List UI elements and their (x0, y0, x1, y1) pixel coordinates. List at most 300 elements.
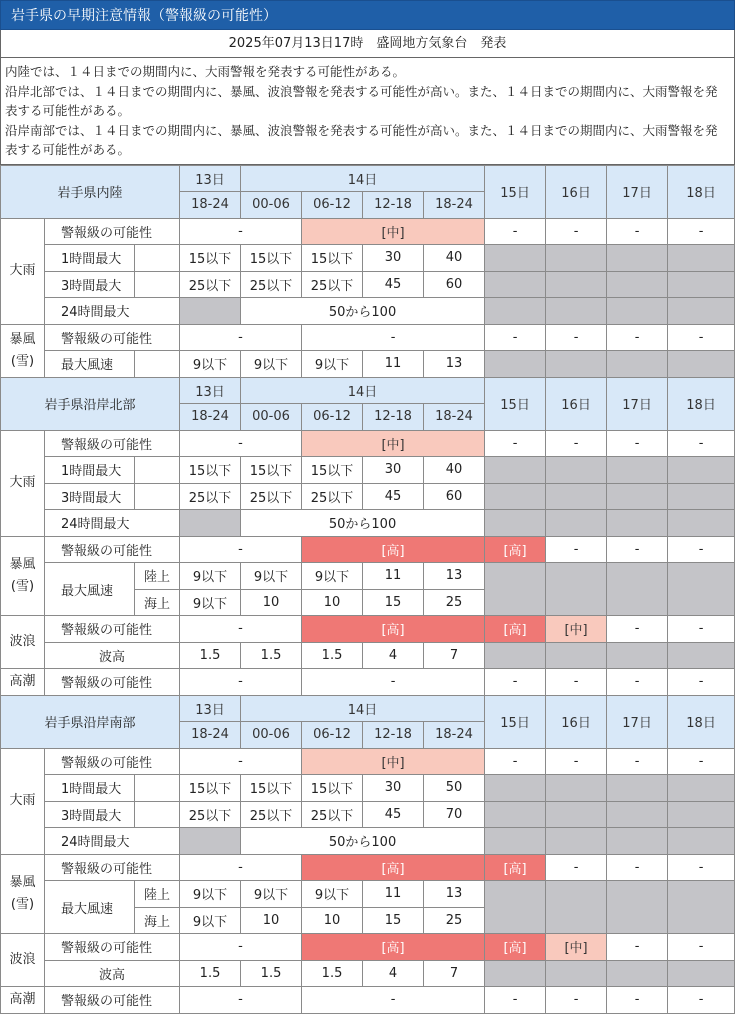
cell-value: 25以下 (180, 271, 241, 298)
cell-value: 40 (424, 245, 485, 272)
time-header: 18-24 (424, 404, 485, 431)
cell-possibility: - (546, 987, 607, 1014)
date-header: 15日 (485, 165, 546, 218)
cell-value: 1.5 (302, 960, 363, 987)
cell-possibility: - (668, 218, 735, 245)
cell-value: 25以下 (180, 483, 241, 510)
element-waves: 波浪 (1, 616, 45, 669)
table-row (1, 669, 735, 696)
date-header: 14日 (241, 695, 485, 722)
gray-cell (485, 483, 546, 510)
cell-value: 7 (424, 960, 485, 987)
table-row (1, 828, 735, 855)
cell-possibility: - (668, 324, 735, 351)
gray-cell (546, 563, 607, 616)
row-label: 警報級の可能性 (45, 616, 180, 643)
gray-cell (546, 642, 607, 669)
cell-possibility: - (607, 987, 668, 1014)
cell-possibility-mid: [中] (302, 748, 485, 775)
cell-possibility-mid: [中] (302, 430, 485, 457)
cell-value: 1.5 (180, 642, 241, 669)
gray-cell (546, 457, 607, 484)
cell-value: 50から100 (241, 828, 485, 855)
gray-cell (607, 271, 668, 298)
gray-cell (607, 642, 668, 669)
date-header: 13日 (180, 165, 241, 192)
cell-possibility: - (668, 616, 735, 643)
cell-possibility: - (668, 934, 735, 961)
row-label: 警報級の可能性 (45, 536, 180, 563)
row-label: 最大風速 (45, 563, 135, 616)
cell-value: 15 (363, 589, 424, 616)
gray-cell (668, 881, 735, 934)
gray-cell (668, 960, 735, 987)
empty-cell (135, 271, 180, 298)
row-label: 波高 (45, 960, 180, 987)
cell-value: 15以下 (180, 775, 241, 802)
gray-cell (607, 351, 668, 378)
cell-value: 25以下 (241, 801, 302, 828)
cell-possibility: - (607, 934, 668, 961)
table-row (1, 377, 735, 404)
table-row (1, 245, 735, 272)
time-header: 00-06 (241, 722, 302, 749)
cell-value: 1.5 (180, 960, 241, 987)
date-header: 15日 (485, 377, 546, 430)
cell-possibility: - (546, 854, 607, 881)
storm-label: 暴風 (9, 874, 36, 890)
cell-value: 11 (363, 351, 424, 378)
table-row (1, 642, 735, 669)
cell-value: 13 (424, 351, 485, 378)
cell-possibility-high: [高] (485, 536, 546, 563)
gray-cell (485, 563, 546, 616)
table-row (1, 616, 735, 643)
gray-cell (607, 881, 668, 934)
row-label: 24時間最大 (45, 298, 180, 325)
date-header: 13日 (180, 377, 241, 404)
warning-table (0, 165, 735, 1014)
cell-value: 15以下 (180, 245, 241, 272)
row-label: 1時間最大 (45, 775, 135, 802)
element-heavy-rain: 大雨 (1, 430, 45, 536)
cell-possibility: - (668, 987, 735, 1014)
gray-cell (485, 960, 546, 987)
cell-possibility-mid: [中] (546, 616, 607, 643)
sub-label-land: 陸上 (135, 881, 180, 908)
cell-possibility: - (607, 536, 668, 563)
element-waves: 波浪 (1, 934, 45, 987)
date-header: 17日 (607, 377, 668, 430)
cell-value: 1.5 (241, 642, 302, 669)
notes (0, 58, 735, 165)
sub-label-land: 陸上 (135, 563, 180, 590)
table-row (1, 854, 735, 881)
cell-possibility: - (546, 324, 607, 351)
date-header: 16日 (546, 165, 607, 218)
cell-value: 9以下 (180, 351, 241, 378)
empty-cell (135, 775, 180, 802)
gray-cell (607, 828, 668, 855)
cell-value: 15以下 (241, 245, 302, 272)
cell-value: 15 (363, 907, 424, 934)
cell-possibility: - (302, 324, 485, 351)
row-label: 警報級の可能性 (45, 934, 180, 961)
cell-value: 9以下 (180, 589, 241, 616)
cell-possibility: - (668, 748, 735, 775)
gray-cell (485, 828, 546, 855)
cell-possibility: - (180, 536, 302, 563)
gray-cell (485, 271, 546, 298)
row-label: 警報級の可能性 (45, 430, 180, 457)
date-header: 17日 (607, 165, 668, 218)
gray-cell (607, 563, 668, 616)
gray-cell (668, 563, 735, 616)
cell-value: 10 (241, 589, 302, 616)
row-label: 24時間最大 (45, 828, 180, 855)
element-heavy-rain: 大雨 (1, 218, 45, 324)
cell-possibility-mid: [中] (302, 218, 485, 245)
table-row (1, 510, 735, 537)
cell-possibility: - (546, 536, 607, 563)
cell-value: 50 (424, 775, 485, 802)
cell-value: 13 (424, 563, 485, 590)
cell-possibility: - (180, 854, 302, 881)
gray-cell (607, 775, 668, 802)
row-label: 波高 (45, 642, 180, 669)
cell-value: 60 (424, 483, 485, 510)
row-label: 3時間最大 (45, 271, 135, 298)
cell-possibility-high: [高] (302, 616, 485, 643)
date-header: 18日 (668, 165, 735, 218)
time-header: 06-12 (302, 404, 363, 431)
gray-cell (668, 245, 735, 272)
cell-value: 25以下 (180, 801, 241, 828)
cell-possibility: - (668, 430, 735, 457)
snow-label: (雪) (10, 353, 35, 369)
cell-value: 15以下 (241, 457, 302, 484)
cell-value: 40 (424, 457, 485, 484)
time-header: 18-24 (424, 192, 485, 219)
row-label: 3時間最大 (45, 483, 135, 510)
cell-value: 25以下 (241, 483, 302, 510)
gray-cell (546, 245, 607, 272)
note-north: 沿岸北部では、１４日までの期間内に、暴風、波浪警報を発表する可能性が高い。また、１４日までの期間内に、大雨警報を発表する可能性がある。 (5, 83, 718, 118)
time-header: 06-12 (302, 192, 363, 219)
sub-label-sea: 海上 (135, 589, 180, 616)
table-row (1, 324, 735, 351)
storm-label: 暴風 (9, 331, 36, 347)
storm-label: 暴風 (9, 556, 36, 572)
note-south: 沿岸南部では、１４日までの期間内に、暴風、波浪警報を発表する可能性が高い。また、１４日までの期間内に、大雨警報を発表する可能性がある。 (5, 122, 718, 157)
row-label: 警報級の可能性 (45, 854, 180, 881)
cell-possibility: - (485, 324, 546, 351)
element-storm (1, 536, 45, 616)
cell-value: 30 (363, 245, 424, 272)
cell-possibility: - (607, 324, 668, 351)
cell-possibility: - (180, 934, 302, 961)
gray-cell (546, 271, 607, 298)
area-name: 岩手県沿岸北部 (1, 377, 180, 430)
cell-possibility: - (668, 536, 735, 563)
gray-cell (485, 351, 546, 378)
cell-possibility: - (180, 430, 302, 457)
gray-cell (180, 298, 241, 325)
gray-cell (180, 510, 241, 537)
cell-value: 25 (424, 907, 485, 934)
gray-cell (485, 298, 546, 325)
gray-cell (546, 775, 607, 802)
row-label: 最大風速 (45, 881, 135, 934)
gray-cell (668, 775, 735, 802)
time-header: 12-18 (363, 722, 424, 749)
cell-value: 15以下 (302, 245, 363, 272)
row-label: 1時間最大 (45, 245, 135, 272)
time-header: 06-12 (302, 722, 363, 749)
cell-possibility: - (607, 669, 668, 696)
table-row (1, 351, 735, 378)
date-header: 16日 (546, 695, 607, 748)
table-row (1, 298, 735, 325)
element-storm (1, 854, 45, 934)
time-header: 12-18 (363, 404, 424, 431)
gray-cell (485, 457, 546, 484)
gray-cell (485, 775, 546, 802)
empty-cell (135, 245, 180, 272)
date-header: 14日 (241, 377, 485, 404)
gray-cell (607, 960, 668, 987)
table-row (1, 934, 735, 961)
cell-value: 11 (363, 881, 424, 908)
gray-cell (607, 245, 668, 272)
cell-value: 11 (363, 563, 424, 590)
cell-possibility: - (607, 854, 668, 881)
cell-possibility: - (607, 430, 668, 457)
gray-cell (485, 881, 546, 934)
cell-value: 9以下 (180, 563, 241, 590)
time-header: 18-24 (180, 722, 241, 749)
row-label: 1時間最大 (45, 457, 135, 484)
cell-value: 7 (424, 642, 485, 669)
time-header: 00-06 (241, 192, 302, 219)
cell-value: 9以下 (302, 881, 363, 908)
cell-value: 15以下 (302, 775, 363, 802)
row-label: 警報級の可能性 (45, 218, 180, 245)
row-label: 最大風速 (45, 351, 135, 378)
cell-value: 9以下 (180, 881, 241, 908)
gray-cell (607, 298, 668, 325)
gray-cell (607, 483, 668, 510)
table-row (1, 218, 735, 245)
element-tide: 高潮 (1, 987, 45, 1014)
gray-cell (485, 510, 546, 537)
cell-possibility: - (668, 854, 735, 881)
cell-value: 9以下 (241, 563, 302, 590)
snow-label: (雪) (10, 578, 35, 594)
area-name: 岩手県沿岸南部 (1, 695, 180, 748)
empty-cell (135, 351, 180, 378)
cell-possibility: - (607, 616, 668, 643)
cell-possibility: - (180, 324, 302, 351)
gray-cell (668, 298, 735, 325)
date-header: 18日 (668, 695, 735, 748)
gray-cell (180, 828, 241, 855)
cell-possibility-high: [高] (302, 934, 485, 961)
empty-cell (135, 457, 180, 484)
gray-cell (668, 510, 735, 537)
cell-possibility: - (485, 218, 546, 245)
time-header: 18-24 (180, 404, 241, 431)
time-header: 00-06 (241, 404, 302, 431)
cell-possibility-high: [高] (302, 854, 485, 881)
element-heavy-rain: 大雨 (1, 748, 45, 854)
gray-cell (668, 483, 735, 510)
cell-value: 25以下 (302, 801, 363, 828)
cell-possibility: - (607, 218, 668, 245)
cell-value: 15以下 (180, 457, 241, 484)
cell-possibility: - (485, 987, 546, 1014)
page-title: 岩手県の早期注意情報（警報級の可能性） (0, 0, 735, 30)
table-row (1, 536, 735, 563)
cell-value: 50から100 (241, 298, 485, 325)
table-row (1, 271, 735, 298)
element-storm (1, 324, 45, 377)
area-name: 岩手県内陸 (1, 165, 180, 218)
table-row (1, 881, 735, 908)
row-label: 3時間最大 (45, 801, 135, 828)
cell-possibility: - (607, 748, 668, 775)
gray-cell (607, 801, 668, 828)
gray-cell (546, 960, 607, 987)
table-row (1, 801, 735, 828)
cell-possibility: - (180, 987, 302, 1014)
cell-possibility: - (546, 669, 607, 696)
gray-cell (607, 510, 668, 537)
row-label: 24時間最大 (45, 510, 180, 537)
cell-value: 45 (363, 801, 424, 828)
cell-value: 45 (363, 271, 424, 298)
gray-cell (485, 801, 546, 828)
gray-cell (546, 510, 607, 537)
date-header: 17日 (607, 695, 668, 748)
table-row (1, 987, 735, 1014)
date-header: 13日 (180, 695, 241, 722)
date-header: 16日 (546, 377, 607, 430)
cell-value: 60 (424, 271, 485, 298)
cell-value: 9以下 (180, 907, 241, 934)
row-label: 警報級の可能性 (45, 324, 180, 351)
row-label: 警報級の可能性 (45, 669, 180, 696)
gray-cell (546, 828, 607, 855)
cell-value: 50から100 (241, 510, 485, 537)
cell-possibility-high: [高] (302, 536, 485, 563)
gray-cell (668, 642, 735, 669)
empty-cell (135, 801, 180, 828)
note-inland: 内陸では、１４日までの期間内に、大雨警報を発表する可能性がある。 (5, 64, 406, 79)
table-row (1, 165, 735, 192)
time-header: 18-24 (180, 192, 241, 219)
cell-value: 15以下 (302, 457, 363, 484)
gray-cell (668, 828, 735, 855)
cell-possibility: - (302, 669, 485, 696)
cell-value: 9以下 (302, 563, 363, 590)
cell-possibility: - (546, 748, 607, 775)
cell-possibility: - (546, 218, 607, 245)
table-row (1, 483, 735, 510)
cell-value: 13 (424, 881, 485, 908)
cell-possibility: - (180, 218, 302, 245)
cell-value: 9以下 (302, 351, 363, 378)
element-tide: 高潮 (1, 669, 45, 696)
cell-value: 30 (363, 457, 424, 484)
cell-possibility-mid: [中] (546, 934, 607, 961)
cell-possibility: - (180, 616, 302, 643)
cell-value: 70 (424, 801, 485, 828)
empty-cell (135, 483, 180, 510)
gray-cell (546, 483, 607, 510)
cell-value: 1.5 (241, 960, 302, 987)
gray-cell (668, 457, 735, 484)
gray-cell (668, 271, 735, 298)
cell-possibility: - (180, 669, 302, 696)
date-header: 14日 (241, 165, 485, 192)
cell-possibility: - (546, 430, 607, 457)
cell-possibility-high: [高] (485, 616, 546, 643)
cell-possibility: - (180, 748, 302, 775)
cell-value: 45 (363, 483, 424, 510)
gray-cell (485, 245, 546, 272)
cell-value: 10 (241, 907, 302, 934)
gray-cell (607, 457, 668, 484)
table-row (1, 457, 735, 484)
cell-possibility-high: [高] (485, 854, 546, 881)
row-label: 警報級の可能性 (45, 987, 180, 1014)
cell-value: 4 (363, 642, 424, 669)
cell-value: 1.5 (302, 642, 363, 669)
cell-value: 25以下 (302, 483, 363, 510)
cell-possibility: - (485, 748, 546, 775)
cell-value: 9以下 (241, 351, 302, 378)
cell-possibility: - (668, 669, 735, 696)
gray-cell (668, 801, 735, 828)
cell-possibility-high: [高] (485, 934, 546, 961)
sub-label-sea: 海上 (135, 907, 180, 934)
cell-value: 15以下 (241, 775, 302, 802)
time-header: 18-24 (424, 722, 485, 749)
gray-cell (546, 801, 607, 828)
cell-value: 25以下 (302, 271, 363, 298)
gray-cell (485, 642, 546, 669)
gray-cell (668, 351, 735, 378)
cell-value: 10 (302, 907, 363, 934)
cell-possibility: - (485, 669, 546, 696)
row-label: 警報級の可能性 (45, 748, 180, 775)
cell-value: 4 (363, 960, 424, 987)
time-header: 12-18 (363, 192, 424, 219)
gray-cell (546, 881, 607, 934)
cell-value: 25 (424, 589, 485, 616)
cell-value: 25以下 (241, 271, 302, 298)
snow-label: (雪) (10, 896, 35, 912)
cell-value: 30 (363, 775, 424, 802)
cell-value: 9以下 (241, 881, 302, 908)
gray-cell (546, 351, 607, 378)
table-row (1, 695, 735, 722)
cell-possibility: - (485, 430, 546, 457)
table-row (1, 430, 735, 457)
table-row (1, 960, 735, 987)
table-row (1, 563, 735, 590)
